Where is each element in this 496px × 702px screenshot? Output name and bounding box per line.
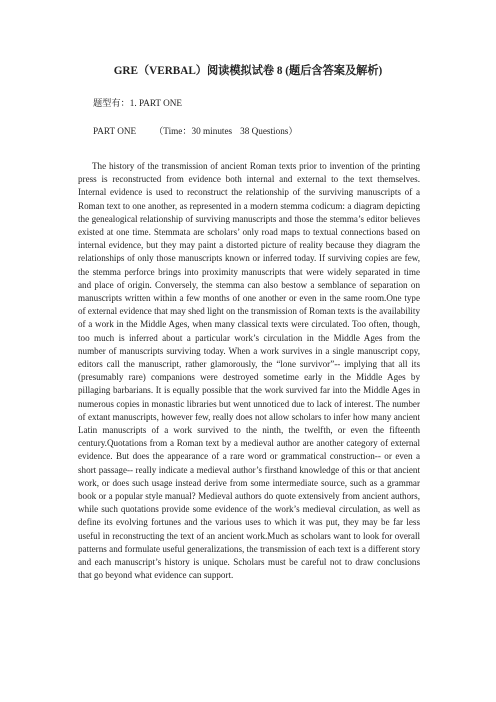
question-types-label: 题型有： <box>93 98 130 108</box>
document-title: GRE（VERBAL）阅读模拟试卷 8 (题后含答案及解析) <box>113 65 383 77</box>
part-header <box>93 125 298 137</box>
reading-passage: The history of the transmission of ancient Roman texts prior to invention of the printing press is reconstructed from evidence both internal and external to the text themselves. Internal evidence is used to reconstruct the relationship of the surviving manuscripts of a Roman text to one another, as represented in a modern stemma codicum: a diagram depicting the genealogical relationship of surviving manuscripts and those the stemma’s editor believes existed at one time. Stemmata are scholars’ only road maps to textual connections based on internal evidence, but they may paint a distorted picture of reality because they diagram the relationships of only those manuscripts known or inferred today. If surviving copies are few, the stemma perforce brings into proximity manuscripts that were widely separated in time and place of origin. Conversely, the stemma can also bestow a semblance of separation on manuscripts written within a few months of one another or even in the same room.One type of external evidence that may shed light on the transmission of Roman texts is the availability of a work in the Middle Ages, when many classical texts were circulated. Too often, though, too much is inferred about a particular work’s circulation in the Middle Ages from the number of manuscripts surviving today. When a work survives in a single manuscript copy, editors call the manuscript, rather glamorously, the “lone survivor”-- implying that all its (presumably rare) companions were destroyed sometime early in the Middle Ages by pillaging barbarians. It is equally possible that the work survived far into the Middle Ages in numerous copies in monastic libraries but went unnoticed due to lack of interest. The number of extant manuscripts, however few, really does not allow scholars to infer how many ancient Latin manuscripts of a work survived to the ninth, the twelfth, or even the fifteenth century.Quotations from a Roman text by a medieval author are another category of external evidence. But does the appearance of a rare word or grammatical construction-- or even a short passage-- really indicate a medieval author’s firsthand knowledge of this or that ancient work, or does such usage instead derive from some intermediate source, such as a grammar book or a popular style manual? Medieval authors do quote extensively from ancient authors, while such quotations provide some evidence of the work’s medieval circulation, as well as define its evolving fortunes and the various uses to which it was put, they may be far less useful in reconstructing the text of an ancient work.Much as scholars want to look for overall patterns and formulate useful generalizations, the transmission of each text is a different story and each manuscript’s history is unique. Scholars must be careful not to draw conclusions that go beyond what evidence can support. <box>78 161 420 581</box>
part-label: PART ONE <box>93 126 137 136</box>
question-types-line <box>93 97 182 109</box>
question-types-value: 1. PART ONE <box>129 98 183 108</box>
part-time: （Time：30 minutes <box>154 126 233 136</box>
part-questions: 38 Questions） <box>240 126 298 136</box>
